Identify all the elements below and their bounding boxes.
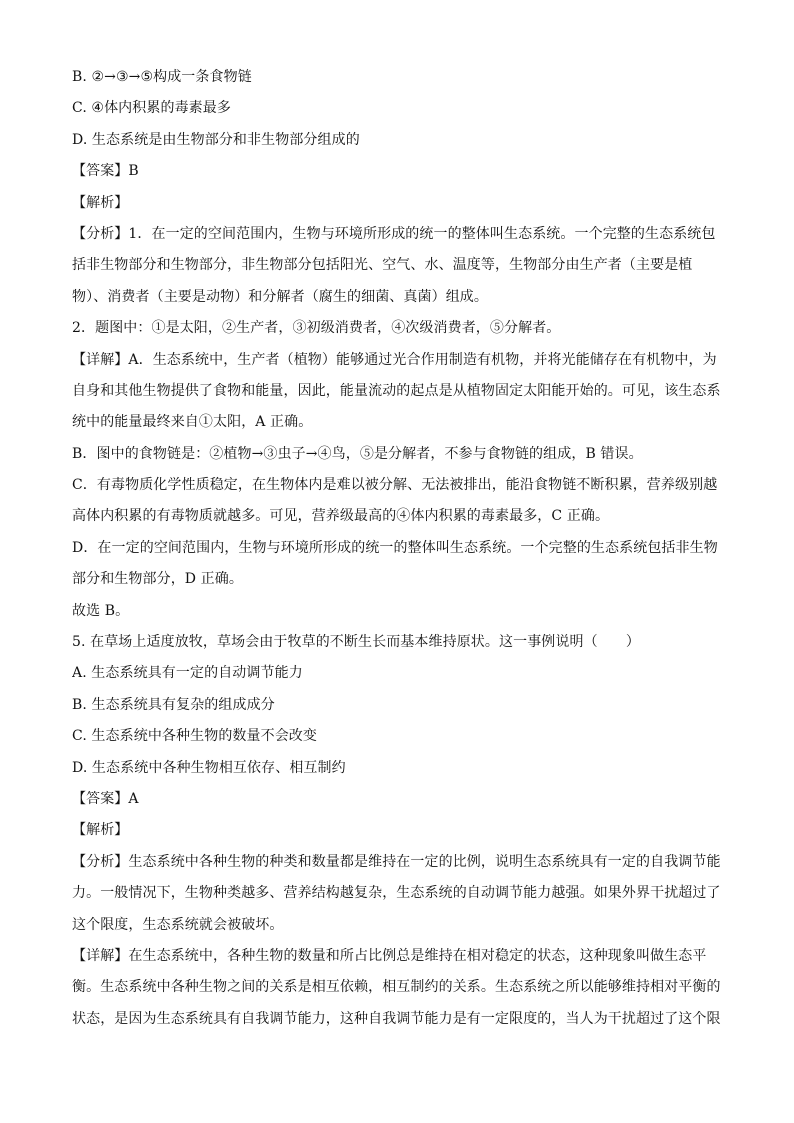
conclusion-line: 故选 B。 [72,602,130,619]
detail-text-line: C．有毒物质化学性质稳定，在生物体内是难以被分解、无法被排出，能沿食物链不断积累，营养级别越 [72,477,718,494]
question-5-option-b: B. 生态系统具有复杂的组成成分 [72,696,275,713]
option-d-line: D. 生态系统是由生物部分和非生物部分组成的 [72,131,360,148]
analysis-heading: 【解析】 [72,822,129,839]
detail-text-line: 状态，是因为生态系统具有自我调节能力，这种自我调节能力是有一定限度的，当人为干扰超过了这个限 [72,1010,721,1027]
question-5-option-d: D. 生态系统中各种生物相互依存、相互制约 [72,759,346,776]
document-page [72,62,722,1035]
answer-line: 【答案】A [72,790,139,807]
question-5-option-c: C. 生态系统中各种生物的数量不会改变 [72,728,318,745]
answer-line: 【答案】B [72,163,139,180]
analysis-text-line: 物）、消费者（主要是动物）和分解者（腐生的细菌、真菌）组成。 [72,288,488,305]
detail-text-line: 自身和其他生物提供了食物和能量，因此，能量流动的起点是从植物固定太阳能开始的。可见，该生态系 [72,382,721,399]
detail-text-line: 统中的能量最终来自①太阳，A 正确。 [72,414,313,431]
analysis-heading: 【解析】 [72,194,129,211]
option-b-line: B. ②→③→⑤构成一条食物链 [72,69,252,85]
option-c-line: C. ④体内积累的毒素最多 [72,100,231,117]
detail-text-line: 部分和生物部分，D 正确。 [72,571,243,588]
detail-text-line: B．图中的食物链是：②植物→③虫子→④鸟，⑤是分解者，不参与食物链的组成，B 错误。 [72,445,643,462]
analysis-text-line: 【分析】1．在一定的空间范围内，生物与环境所形成的统一的整体叫生态系统。一个完整的生态系统包 [72,225,716,242]
detail-text-line: 高体内积累的有毒物质就越多。可见，营养级最高的④体内积累的毒素最多，C 正确。 [72,508,610,525]
analysis-text-line: 括非生物部分和生物部分，非生物部分包括阳光、空气、水、温度等，生物部分由生产者（主要是植 [72,257,693,274]
detail-text-line: D．在一定的空间范围内，生物与环境所形成的统一的整体叫生态系统。一个完整的生态系统包括非生物 [72,539,718,556]
question-5-option-a: A. 生态系统具有一定的自动调节能力 [72,665,303,682]
question-5-stem: 5. 在草场上适度放牧，草场会由于牧草的不断生长而基本维持原状。这一事例说明（ ） [72,634,641,651]
analysis-text-line: 【分析】生态系统中各种生物的种类和数量都是维持在一定的比例，说明生态系统具有一定的自我调节能 [72,853,721,870]
detail-text-line: 【详解】A．生态系统中，生产者（植物）能够通过光合作用制造有机物，并将光能储存在有机物中，为 [72,351,717,368]
analysis-text-line: 力。一般情况下，生物种类越多、营养结构越复杂，生态系统的自动调节能力越强。如果外界干扰超过了 [72,885,721,902]
analysis-text-line: 2．题图中：①是太阳，②生产者，③初级消费者，④次级消费者，⑤分解者。 [72,320,561,337]
detail-text-line: 衡。生态系统中各种生物之间的关系是相互依赖，相互制约的关系。生态系统之所以能够维持相对平衡的 [72,979,721,996]
analysis-text-line: 这个限度，生态系统就会被破坏。 [72,916,284,933]
detail-text-line: 【详解】在生态系统中，各种生物的数量和所占比例总是维持在相对稳定的状态，这种现象叫做生态平 [72,947,707,964]
